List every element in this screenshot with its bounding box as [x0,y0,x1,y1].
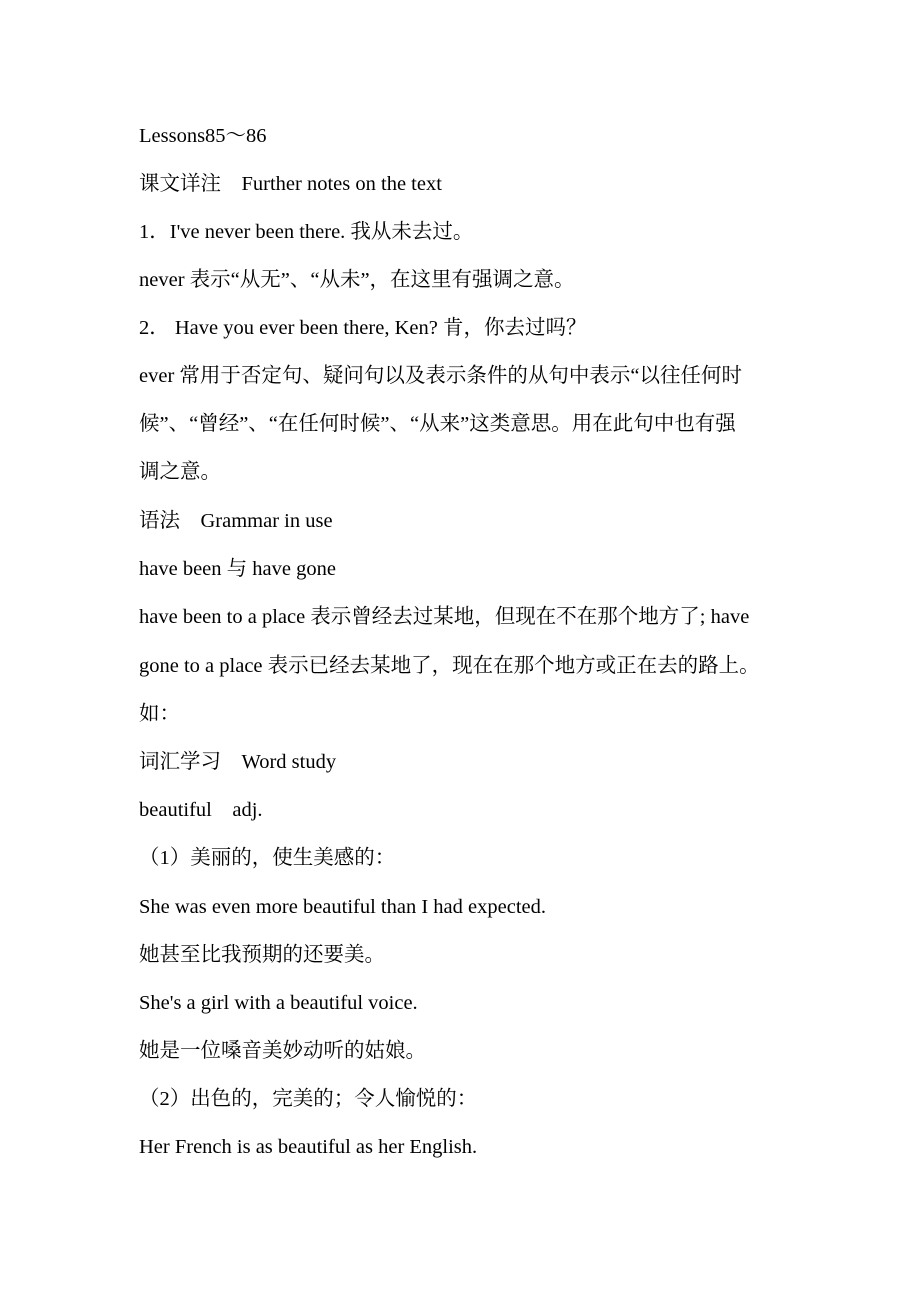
definition-2: （2）出色的，完美的；令人愉悦的： [139,1088,478,1110]
note-2-explanation-line-1: ever 常用于否定句、疑问句以及表示条件的从句中表示“以往任何时 [139,365,742,387]
example-1-english: She was even more beautiful than I had expected. [139,896,546,918]
section-heading-word-study: 词汇学习 Word study [139,751,337,773]
grammar-topic: have been 与 have gone [139,558,336,580]
definition-1: （1）美丽的，使生美感的： [139,847,396,869]
grammar-explanation-line-1: have been to a place 表示曾经去过某地，但现在不在那个地方了; have [139,606,750,628]
example-2-english: She's a girl with a beautiful voice. [139,992,418,1014]
note-2-explanation-line-2: 候”、“曾经”、“在任何时候”、“从来”这类意思。用在此句中也有强 [139,413,736,435]
note-1-sentence: 1．I've never been there. 我从未去过。 [139,221,474,243]
example-3-english: Her French is as beautiful as her English. [139,1136,478,1158]
section-heading-text-notes: 课文详注 Further notes on the text [139,173,442,195]
example-1-chinese: 她甚至比我预期的还要美。 [139,944,385,966]
lesson-title: Lessons85～86 [139,125,267,147]
section-heading-grammar: 语法 Grammar in use [139,510,333,532]
grammar-explanation-line-2: gone to a place 表示已经去某地了，现在在那个地方或正在去的路上。 [139,655,760,677]
note-1-explanation: never 表示“从无”、“从未”，在这里有强调之意。 [139,269,575,291]
note-2-sentence: 2． Have you ever been there, Ken? 肯，你去过吗？ [139,317,587,339]
grammar-example-label: 如： [139,703,180,725]
note-2-explanation-line-3: 调之意。 [139,461,221,483]
example-2-chinese: 她是一位嗓音美妙动听的姑娘。 [139,1040,426,1062]
word-entry: beautiful adj. [139,799,263,821]
